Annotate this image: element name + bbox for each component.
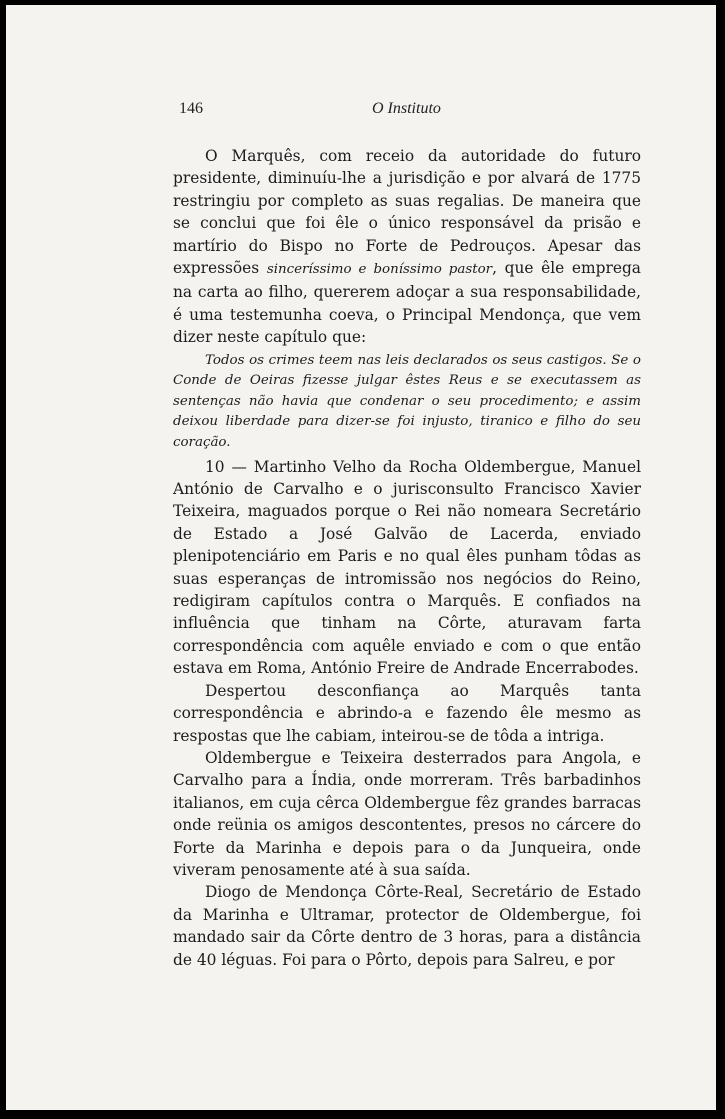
running-title: O Instituto xyxy=(372,100,441,117)
paragraph: 10 — Martinho Velho da Rocha Oldembergue, Manuel António de Carvalho e o jurisconsulto Francisco Xavier Teixeira, maguados porque o Rei não nomeara Secretário de Estado a José Galvão de Lacerda, enviado plenipotenciário em Paris e no qual êles punham tôdas as suas esperanças de intromissão nos negócios do Reino, redigiram capítulos contra o Marquês. E confiados na influência que tinham na Côrte, aturavam farta correspondência com aquêle enviado e com o que então estava em Roma, António Freire de Andrade Encerrabodes. xyxy=(173,457,641,678)
paragraph-text: , que êle emprega na carta ao filho, quererem adoçar a sua responsabilidade, é uma testemunha coeva, o Principal Mendonça, que vem dizer neste capítulo que: xyxy=(173,259,641,347)
paragraph-text: O Marquês, com receio da autoridade do futuro presidente, diminuíu-lhe a jurisdição e por alvará de 1775 restringiu por completo as suas regalias. De maneira que se conclui que foi êle o único responsável da prisão e martírio do Bispo no Forte de Pedrouços. Apesar das expressões xyxy=(173,147,641,278)
paragraph: Diogo de Mendonça Côrte-Real, Secretário de Estado da Marinha e Ultramar, protector de Oldembergue, foi mandado sair da Côrte dentro de 3 horas, para a distância de 40 léguas. Foi para o Pôrto, depois para Salreu, e por xyxy=(173,883,641,969)
paragraph: Despertou desconfiança ao Marquês tanta correspondência e abrindo-a e fazendo êle mesmo as respostas que lhe cabiam, inteirou-se de tôda a intriga. xyxy=(173,681,641,745)
paragraph xyxy=(173,145,641,349)
block-quote: Todos os crimes teem nas leis declarados os seus castigos. Se o Conde de Oeiras fizesse julgar êstes Reus e se executassem as sentenças não havia que condenar o seu procedimento; e assim deixou liberdade para dizer-se foi injusto, tiranico e filho do seu coração. xyxy=(173,352,641,451)
body-text xyxy=(173,145,641,971)
page-number: 146 xyxy=(179,100,203,117)
italic-phrase: sinceríssimo e boníssimo pastor xyxy=(266,262,493,278)
paragraph: Oldembergue e Teixeira desterrados para Angola, e Carvalho para a Índia, onde morreram. Três barbadinhos italianos, em cuja cêrca Oldembergue fêz grandes barracas onde reünia os amigos descontentes, presos no cárcere do Forte da Marinha e depois para o da Junqueira, onde viveram penosamente até à sua saída. xyxy=(173,748,641,879)
page-header xyxy=(179,100,479,122)
